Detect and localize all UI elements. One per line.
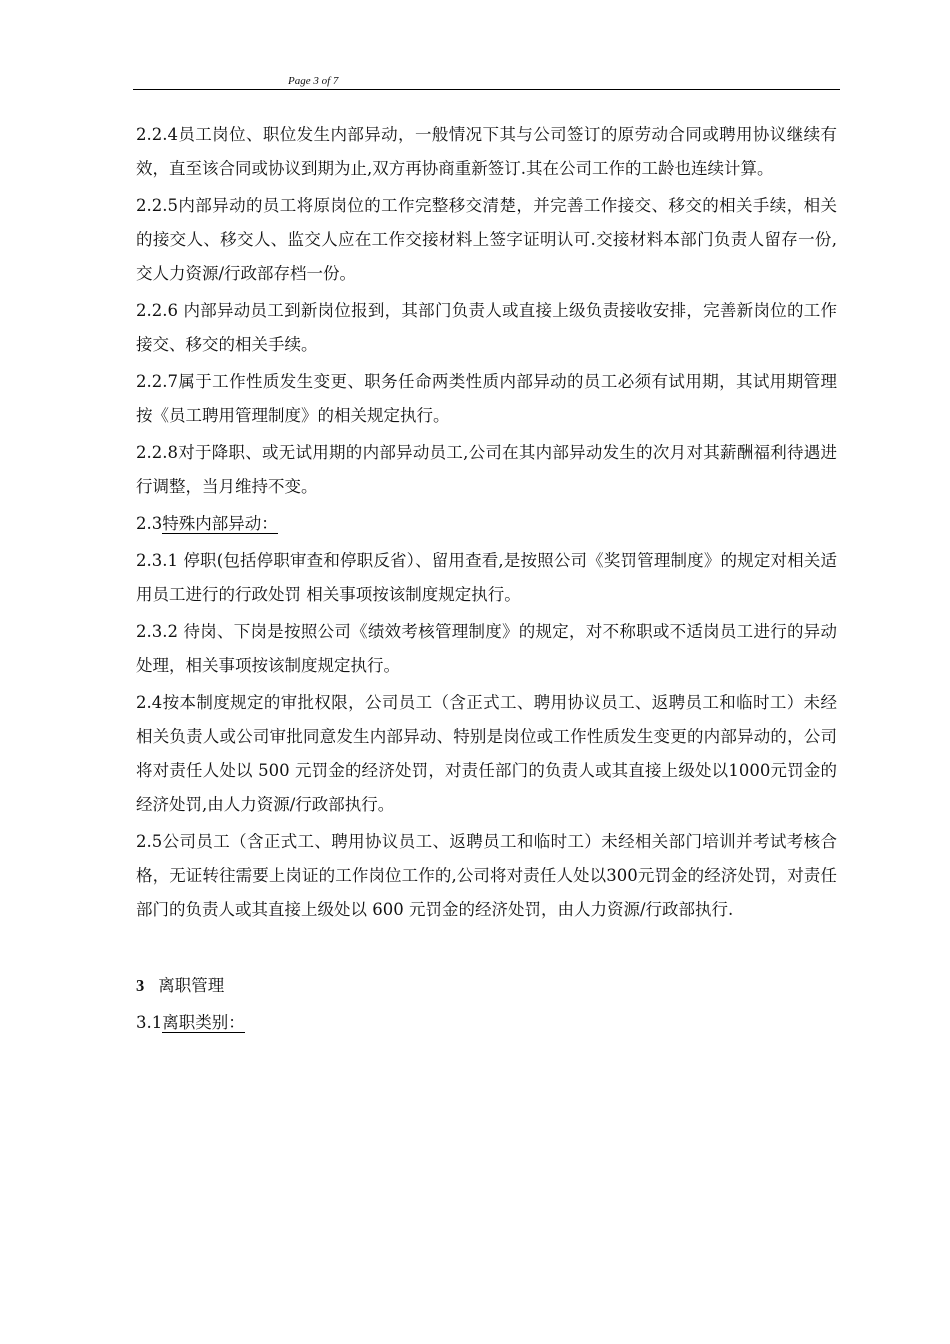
paragraph-2-2-7: 2.2.7属于工作性质发生变更、职务任命两类性质内部异动的员工必须有试用期，其试用期管理按《员工聘用管理制度》的相关规定执行。 — [136, 372, 837, 425]
heading-3-1-number: 3.1 — [136, 1013, 163, 1032]
page-header — [133, 74, 840, 90]
heading-3-1-text: 离职类别： — [162, 1013, 245, 1032]
paragraph-2-2-5: 2.2.5内部异动的员工将原岗位的工作完整移交清楚，并完善工作接交、移交的相关手续，相关的接交人、移交人、监交人应在工作交接材料上签字证明认可.交接材料本部门负责人留存一份,交人力资源/行政部存档一份。 — [136, 196, 837, 283]
paragraph-2-2-8: 2.2.8对于降职、或无试用期的内部异动员工,公司在其内部异动发生的次月对其薪酬福利待遇进行调整，当月维持不变。 — [136, 443, 837, 496]
paragraph-2-3-2: 2.3.2 待岗、下岗是按照公司《绩效考核管理制度》的规定，对不称职或不适岗员工进行的异动处理，相关事项按该制度规定执行。 — [136, 622, 837, 675]
heading-2-3-number: 2.3 — [136, 514, 163, 533]
section-3-heading — [136, 969, 837, 1003]
heading-2-3 — [136, 507, 837, 541]
document-body — [136, 118, 837, 1043]
paragraph-2-2-4: 2.2.4员工岗位、职位发生内部异动，一般情况下其与公司签订的原劳动合同或聘用协议继续有效，直至该合同或协议到期为止,双方再协商重新签订.其在公司工作的工龄也连续计算。 — [136, 125, 837, 178]
page-number-label: Page 3 of 7 — [288, 75, 339, 87]
paragraph-2-2-6: 2.2.6 内部异动员工到新岗位报到，其部门负责人或直接上级负责接收安排，完善新岗位的工作接交、移交的相关手续。 — [136, 301, 837, 354]
heading-2-3-text: 特殊内部异动： — [162, 514, 278, 533]
heading-3-1 — [136, 1006, 837, 1040]
paragraph-2-3-1: 2.3.1 停职(包括停职审查和停职反省）、留用查看,是按照公司《奖罚管理制度》的规定对相关适用员工进行的行政处罚 相关事项按该制度规定执行。 — [136, 551, 837, 604]
section-3-title: 离职管理 — [158, 976, 225, 995]
paragraph-2-5: 2.5公司员工（含正式工、聘用协议员工、返聘员工和临时工）未经相关部门培训并考试考核合格，无证转往需要上岗证的工作岗位工作的,公司将对责任人处以300元罚金的经济处罚，对责任部门的负责人或其直接上级处以 600 元罚金的经济处罚，由人力资源/行政部执行. — [136, 832, 837, 919]
paragraph-2-4: 2.4按本制度规定的审批权限，公司员工（含正式工、聘用协议员工、返聘员工和临时工）未经相关负责人或公司审批同意发生内部异动、特别是岗位或工作性质发生变更的内部异动的，公司将对责任人处以 500 元罚金的经济处罚，对责任部门的负责人或其直接上级处以1000元罚金的经济处罚,由人力资源/行政部执行。 — [136, 693, 837, 814]
section-3-number: 3 — [136, 976, 145, 995]
